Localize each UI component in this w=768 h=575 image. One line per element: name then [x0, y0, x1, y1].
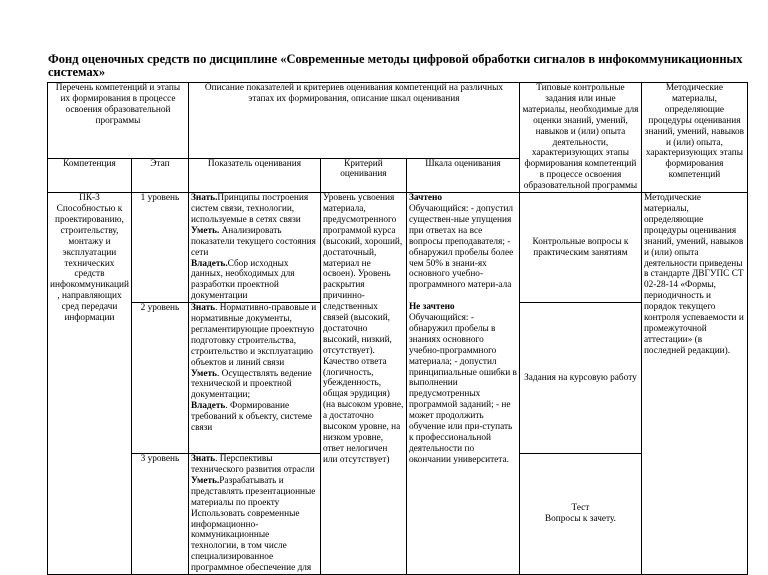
- header-competency-list: Перечень компетенций и этапы их формирования в процессе освоения образовательной программы: [48, 83, 189, 159]
- own-label: Владеть: [190, 401, 226, 412]
- fail-text: Обучающийся: - обнаружил пробелы в знаниях основного учебно-программного материала; - допустил принципиальные ошибки в выполнении предусмотренных программой заданий; - не может продолжить обучение или при-ступать к профессиональной деятельности по окончании университета.: [408, 313, 517, 465]
- can-text: Анализировать показатели текущего состояния сети: [190, 225, 316, 258]
- task-3: [519, 454, 641, 575]
- pass-title: Зачтено: [408, 193, 443, 204]
- task-1: Контрольные вопросы к практическим занятиям: [519, 193, 641, 303]
- criterion-cell: Уровень усвоения материала, предусмотренного программой курса (высокий, хороший, достаточный, материал не освоен). Уровень раскрытия причинно-следственных связей (высокий, достаточно высокий, низкий, отсутствует). Качество ответа (логичность, убежденность, общая эрудиция) (на высоком уровне, а достаточно высоком уровне, на низком уровне, ответ нелогичен или отсутствует): [320, 193, 406, 575]
- col-scale: Шкала оценивания: [406, 158, 519, 192]
- col-criterion: Критерий оценивания: [320, 158, 406, 192]
- can-label: Уметь.: [190, 475, 220, 486]
- page-title: Фонд оценочных средств по дисциплине «Современные методы цифровой обработки сигналов в инфокоммуникационных системах»: [48, 52, 743, 79]
- task-2: Задания на курсовую работу: [519, 303, 641, 454]
- task-test: Тест: [571, 503, 590, 514]
- know-label: Знать: [190, 454, 216, 465]
- can-text: Разрабатывать и представлять презентационные материалы по проекту Использовать современные информационно-коммуникационные технологии, в том числе специализированное программное обеспечение для: [190, 475, 316, 574]
- pass-text: Обучающийся: - допустил существен-ные упущения при ответах на все вопросы преподавателя; - обнаружил пробелы более чем 50% в знани-ях основного учебно-программного матери-ала: [408, 203, 514, 291]
- stage-3: 3 уровень: [131, 454, 188, 575]
- indicator-1: [188, 193, 320, 303]
- header-description: Описание показателей и критериев оценивания компетенций на различных этапах их формирования, описание шкал оценивания: [188, 83, 519, 159]
- col-stage: Этап: [131, 158, 188, 192]
- stage-2: 2 уровень: [131, 303, 188, 454]
- own-text: . Формирование требований к объекту, системе связи: [190, 401, 312, 434]
- task-exam-questions: Вопросы к зачету.: [544, 514, 616, 525]
- scale-cell: [406, 193, 519, 575]
- methodical-cell: Методические материалы, определяющие процедуры оценивания знаний, умений, навыков и (или) опыта деятельности приведены в стандарте ДВГУПС СТ 02-28-14 «Формы, периодичность и порядок текущего контроля успеваемости и промежуточной аттестации» (в последней редакции).: [641, 193, 747, 575]
- know-label: Знать: [190, 303, 216, 314]
- header-methodical: Методические материалы, определяющие процедуры оценивания знаний, умений, навыков и (или) опыта, характеризующих этапы формирования компетенций: [641, 83, 747, 193]
- col-competency: Компетенция: [48, 158, 132, 192]
- header-typical-tasks: Типовые контрольные задания или иные материалы, необходимые для оценки знаний, умений, навыков и (или) опыта деятельности, характеризующих этапы формирования компетенций в процессе освоения образовательной программы: [519, 83, 641, 193]
- competency-cell: ПК-3 Способностью к проектированию, строительству, монтажу и эксплуатации технических средств инфокоммуникаций , направляющих сред передачи информации: [48, 193, 132, 575]
- can-text: . Осуществлять ведение технической и проектной документации;: [190, 368, 312, 401]
- know-text: . Перспективы технического развития отрасли: [190, 454, 315, 476]
- stage-1: 1 уровень: [131, 193, 188, 303]
- know-text: Принципы построения систем связи, технологии, используемые в сетях связи: [190, 193, 309, 225]
- fail-title: Не зачтено: [408, 302, 455, 313]
- evaluation-table: [47, 82, 748, 575]
- own-text: Сбор исходных данных, необходимых для разработки проектной документации: [190, 258, 295, 302]
- can-label: Уметь: [190, 368, 217, 379]
- indicator-3: [188, 454, 320, 575]
- know-label: Знать.: [190, 193, 218, 204]
- know-text: . Нормативно-правовые и нормативные документы, регламентирующие проектную подготовку строительства, строительство и эксплуатацию объектов и линий связи: [190, 303, 317, 368]
- col-indicator: Показатель оценивания: [188, 158, 320, 192]
- indicator-2: [188, 303, 320, 454]
- can-label: Уметь.: [190, 225, 220, 236]
- own-label: Владеть.: [190, 258, 228, 269]
